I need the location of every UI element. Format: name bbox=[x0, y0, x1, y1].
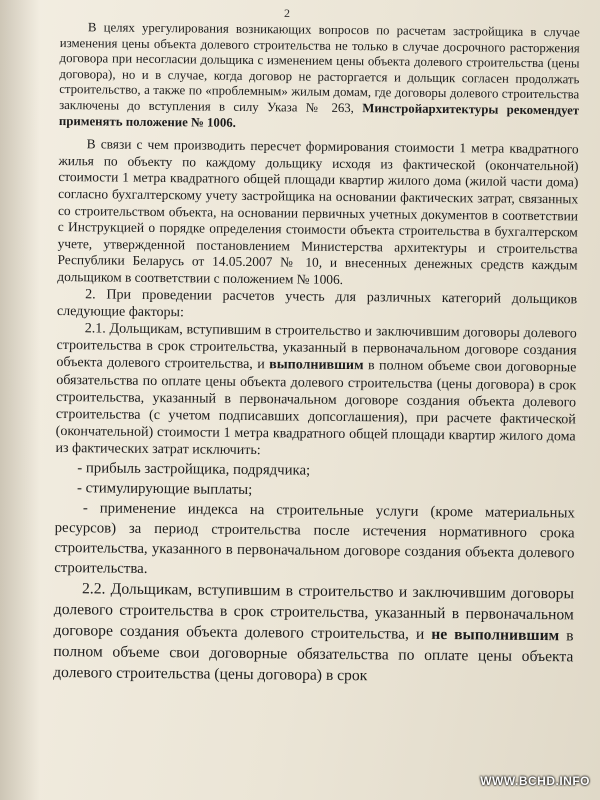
paragraph-1-text: В целях урегулирования возникающих вопросов по расчетам застройщика в случае изменения цены объекта долевого строительства не только в случае досрочного расторжения договора при несогласии дольщика с изменением цены объекта долевого строительства (цены договора), но и в случае, когда договор не расторгается и дольщик согласен продолжать строительство, а также по «проблемным» жилым домам, где договоры долевого строительства заключены до вступления в силу Указа № 263, bbox=[59, 20, 580, 116]
paragraph-2-2-bold: не выполнившим bbox=[431, 625, 560, 644]
page-shadow bbox=[0, 0, 40, 800]
paragraph-2-1-rest: в полном объеме свои договорные обязательства по оплате цены объекта долевого строительства (цены договора) в срок строительства, указанный в первоначальном договоре создания объекта долевого строительства (с учетом подписавших допсоглашения), при расчете фактической (окончательной) стоимости 1 метра квадратного общей площади квартир жилого дома из фактических затрат исключить: bbox=[55, 358, 577, 459]
site-watermark: WWW.BCHD.INFO bbox=[480, 774, 590, 788]
page-number: 2 bbox=[284, 6, 290, 20]
paragraph-2-1-text: 2.1. Дольщикам, вступившим в строительство и заключившим договоры долевого строительства в срок строительства, указанный в первоначальном договоре создания объекта долевого строительства, и bbox=[56, 321, 577, 373]
paragraph-2-2 bbox=[53, 578, 574, 688]
paragraph-2-1 bbox=[55, 320, 576, 463]
list-item-index: - применение индекса на строительные услуги (кроме материальных ресурсов) за период строительства после истечения нормативного срока строительства, указанного в первоначальном договоре создания объекта долевого строительства. bbox=[54, 499, 575, 577]
paragraph-2-2-rest: в полном объеме свои договорные обязательства по оплате цены объекта долевого строительства (цены договора) в срок bbox=[53, 626, 574, 684]
paragraph-2-1-bold: выполнившим bbox=[269, 357, 364, 374]
paragraph-3: 2. При проведении расчетов учесть для различных категорий дольщиков следующие факторы: bbox=[56, 286, 578, 321]
document-text bbox=[53, 20, 580, 688]
paragraph-2-2-text: 2.2. Дольщикам, вступившим в строительство и заключившим договоры долевого строительства в срок строительства, указанный в первоначальном договоре создания объекта долевого строительства, и bbox=[53, 579, 575, 643]
paragraph-2: В связи с чем производить пересчет формирования стоимости 1 метра квадратного жилья по объекту по каждому дольщику исходя из фактической (окончательной) стоимости 1 метра квадратного общей площади квартир жилого дома (жилой части дома) согласно бухгалтерскому учету застройщика на основании фактических затрат, связанных со строительством объекта, на основании первичных учетных документов в соответствии с Инструкцией о порядке определения стоимости объекта строительства в бухгалтерском учете, утвержденной постановлением Министерства архитектуры и строительства Республики Беларусь от 14.05.2007 № 10, и внесенных денежных средств каждым дольщиком в соответствии с положением № 1006. bbox=[57, 136, 579, 287]
list-item-incentives: - стимулирующие выплаты; bbox=[77, 479, 253, 498]
paragraph-1-bold: Минстройархитектуры рекомендует применять положение № 1006. bbox=[58, 101, 580, 130]
paragraph-1 bbox=[59, 20, 580, 135]
list-item-profit: - прибыль застройщика, подрядчика; bbox=[77, 459, 311, 479]
